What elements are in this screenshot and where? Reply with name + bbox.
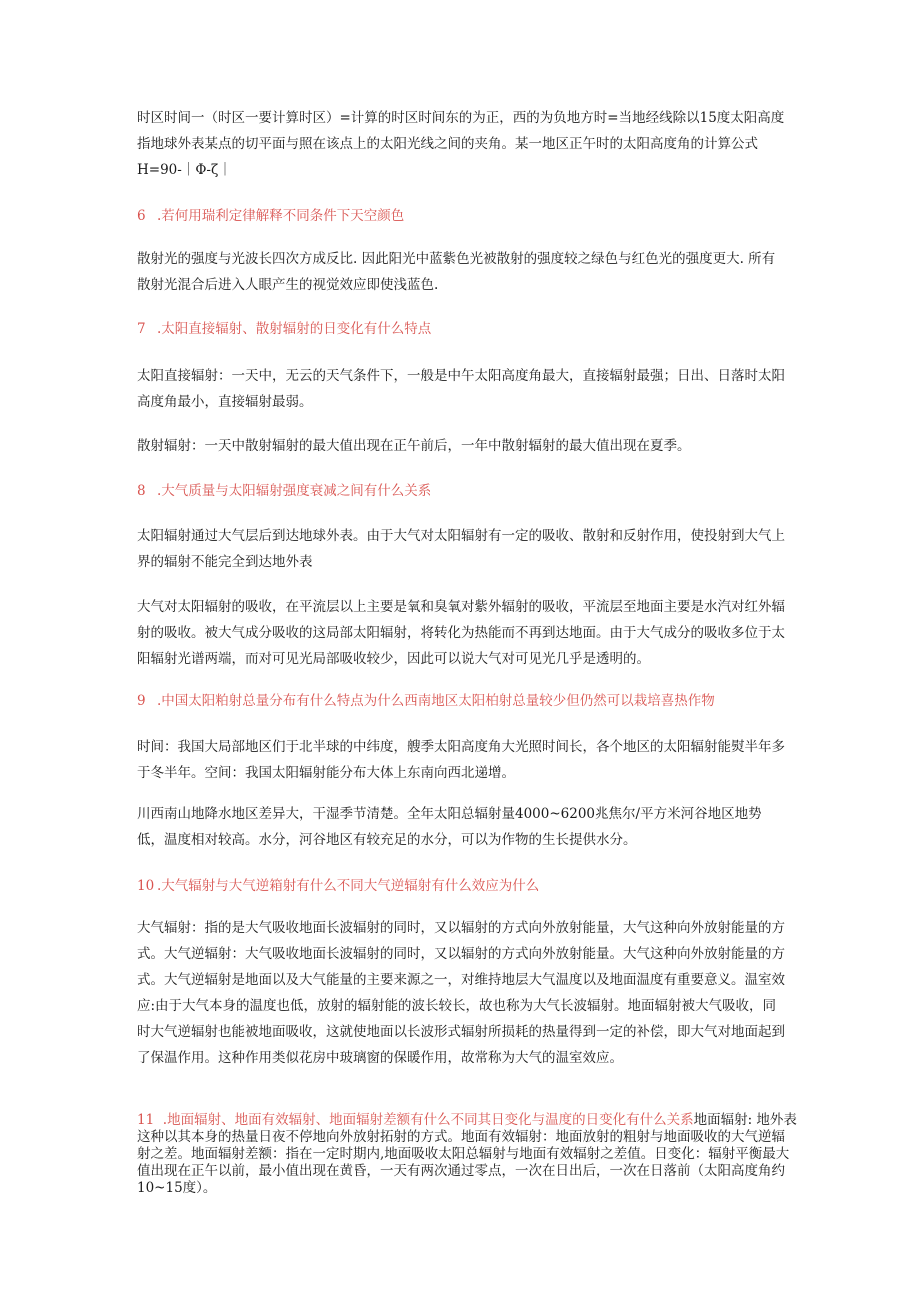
answer-7-paragraph-1: 太阳直接辐射：一天中，无云的天气条件下，一般是中午太阳高度角最大，直接辐射最强；日出、日落时太阳高度角最小，直接辐射最弱。 — [137, 368, 785, 410]
answer-10-paragraph: 大气辐射：指的是大气吸收地面长波辐射的同时，又以辐射的方式向外放射能量，大气这种向外放射能量的方式。大气逆辐射：大气吸收地面长波辐射的同时，又以辐射的方式向外放射能量。大气这种向外放射能量的方式。大气逆辐射是地面以及大气能量的主要来源之一，对维持地层大气温度以及地面温度有重要意义。温室效应:由于大气本身的温度也低，放射的辐射能的波长较长，故也称为大气长波辐射。地面辐射被大气吸收，同时大气逆辐射也能被地面吸收，这就使地面以长波形式辐射所损耗的热量得到一定的补偿，即大气对地面起到了保温作用。这种作用类似花房中玻璃窗的保暖作用，故常称为大气的温室效应。 — [137, 920, 785, 1066]
answer-8-paragraph-2: 大气对太阳辐射的吸收，在平流层以上主要是氧和臭氧对紫外辐射的吸收，平流层至地面主要是水汽对红外辐射的吸收。被大气成分吸收的这局部太阳辐射，将转化为热能而不再到达地面。由于大气成分的吸收多位于太阳辐射光谱两端，而对可见光局部吸收较少，因此可以说大气对可见光几乎是透明的。 — [137, 599, 785, 667]
answer-7-paragraph-2: 散射辐射：一天中散射辐射的最大值出现在正午前后，一年中散射辐射的最大值出现在夏季。 — [137, 438, 691, 454]
question-title: .大气质量与太阳辐射强度衰减之间有什么关系 — [157, 483, 432, 499]
answer-9-paragraph-1: 时间：我国大局部地区们于北半球的中纬度，艘季太阳高度角大光照时间长，各个地区的太阳辐射能熨半年多于冬半年。空间：我国太阳辐射能分布大体上东南向西北递增。 — [137, 739, 785, 781]
answer-11-text: 地面辐射: 地外表这种以其本身的热量日夜不停地向外放射拓射的方式。地面有效辐射：地面放射的粗射与地面吸收的大气逆辐射之差。地面辐射差额：指在一定时期内,地面吸收太阳总辐射与地面有效辐射之差值。日变化：辐射平衡最大值出现在正午以前，最小值出现在黄昏，一天有两次通过零点，一次在日出后，一次在日落前（太阳高度角约10~15度）。 — [137, 1112, 797, 1196]
answer-9-paragraph-2: 川西南山地降水地区差异大，干湿季节清楚。全年太阳总辐射量4000~6200兆焦尔/平方米河谷地区地势低，温度相对较高。水分，河谷地区有较充足的水分，可以为作物的生长提供水分。 — [137, 806, 762, 848]
question-6-heading — [137, 204, 797, 228]
question-number: 6 — [137, 208, 146, 224]
question-title: .地面辐射、地面有效辐射、地面辐射差额有什么不同其日变化与温度的日变化有什么关系 — [162, 1112, 694, 1128]
question-number: 11 — [137, 1112, 155, 1128]
question-title: .大气辐射与大气逆箱射有什么不同大气逆辐射有什么效应为什么 — [157, 878, 540, 894]
question-7-heading — [137, 317, 797, 341]
question-9-heading — [137, 689, 797, 713]
question-10-heading — [137, 874, 797, 898]
answer-8-paragraph-1: 太阳辐射通过大气层后到达地球外表。由于大气对太阳辐射有一定的吸收、散射和反射作用，使投射到大气上界的辐射不能完全到达地外表 — [137, 528, 785, 570]
question-11-block — [137, 1112, 797, 1197]
question-number: 8 — [137, 483, 146, 499]
question-number: 10 — [137, 878, 155, 894]
intro-paragraph: 时区时间一（时区一要计算时区）=计算的时区时间东的为正，西的为负地方时=当地经线除以15度太阳高度指地球外表某点的切平面与照在该点上的太阳光线之间的夹角。某一地区正午时的太阳高度角的计算公式H=90-｜Φ-ζ｜ — [137, 110, 785, 178]
question-title: .太阳直接辐射、散射辐射的日变化有什么特点 — [157, 321, 432, 337]
question-title: .若何用瑞利定律解释不同条件下天空颜色 — [157, 208, 405, 224]
question-title: .中国太阳粕射总量分布有什么特点为什么西南地区太阳柏射总量较少但仍然可以栽培喜热作物 — [157, 693, 715, 709]
question-number: 7 — [137, 321, 146, 337]
question-8-heading — [137, 479, 797, 503]
question-number: 9 — [137, 693, 146, 709]
answer-6-paragraph: 散射光的强度与光波长四次方成反比. 因此阳光中蓝紫色光被散射的强度较之绿色与红色光的强度更大. 所有散射光混合后进入人眼产生的视觉效应即使浅蓝色. — [137, 251, 776, 293]
question-11-heading — [137, 1112, 694, 1128]
